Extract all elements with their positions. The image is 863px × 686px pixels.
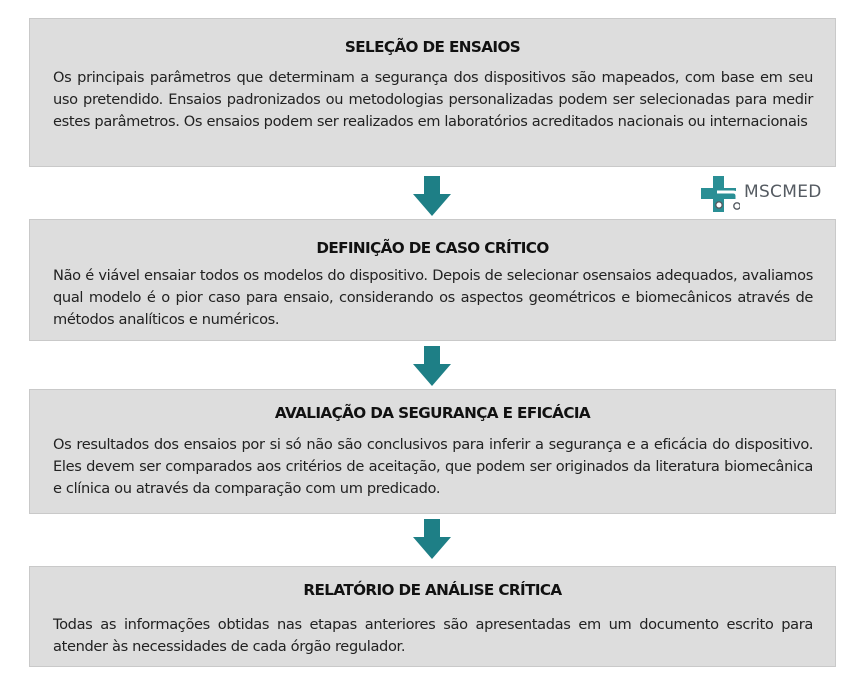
down-arrow-icon: [413, 519, 451, 559]
step-description: Não é viável ensaiar todos os modelos do dispositivo. Depois de selecionar osensaios adequados, avaliamos qual modelo é o pior caso para ensaio, considerando os aspectos geométricos e biomecânicos através de métodos analíticos e numéricos.: [53, 267, 813, 328]
logo-text: MSCMED: [744, 182, 822, 202]
down-arrow-icon: [413, 176, 451, 216]
step-description: Os principais parâmetros que determinam a segurança dos dispositivos são mapeados, com base em seu uso pretendido. Ensaios padronizados ou metodologias personalizadas podem ser selecionadas para medir estes parâmetros. Os ensaios podem ser realizados em laboratórios acreditados nacionais ou internacionais: [53, 69, 813, 130]
step-box-relatorio-de-analise-critica: [29, 566, 836, 667]
step-box-avaliacao-da-seguranca: [29, 389, 836, 514]
step-description: Os resultados dos ensaios por si só não são conclusivos para inferir a segurança e a eficácia do dispositivo. Eles devem ser comparados aos critérios de aceitação, que podem ser originados da literatura biomecânica e clínica ou através da comparação com um predicado.: [53, 436, 813, 497]
step-title: AVALIAÇÃO DA SEGURANÇA E EFICÁCIA: [274, 404, 591, 422]
mscmed-logo: [700, 175, 835, 213]
step-title: SELEÇÃO DE ENSAIOS: [344, 38, 521, 56]
step-title: RELATÓRIO DE ANÁLISE CRÍTICA: [303, 581, 562, 599]
step-box-definicao-de-caso-critico: [29, 219, 836, 341]
down-arrow-icon: [413, 346, 451, 386]
medical-cross-icon: [700, 175, 740, 213]
step-title: DEFINIÇÃO DE CASO CRÍTICO: [316, 239, 549, 257]
step-description: Todas as informações obtidas nas etapas anteriores são apresentadas em um documento escrito para atender às necessidades de cada órgão regulador.: [53, 616, 813, 655]
step-box-selecao-de-ensaios: [29, 18, 836, 167]
